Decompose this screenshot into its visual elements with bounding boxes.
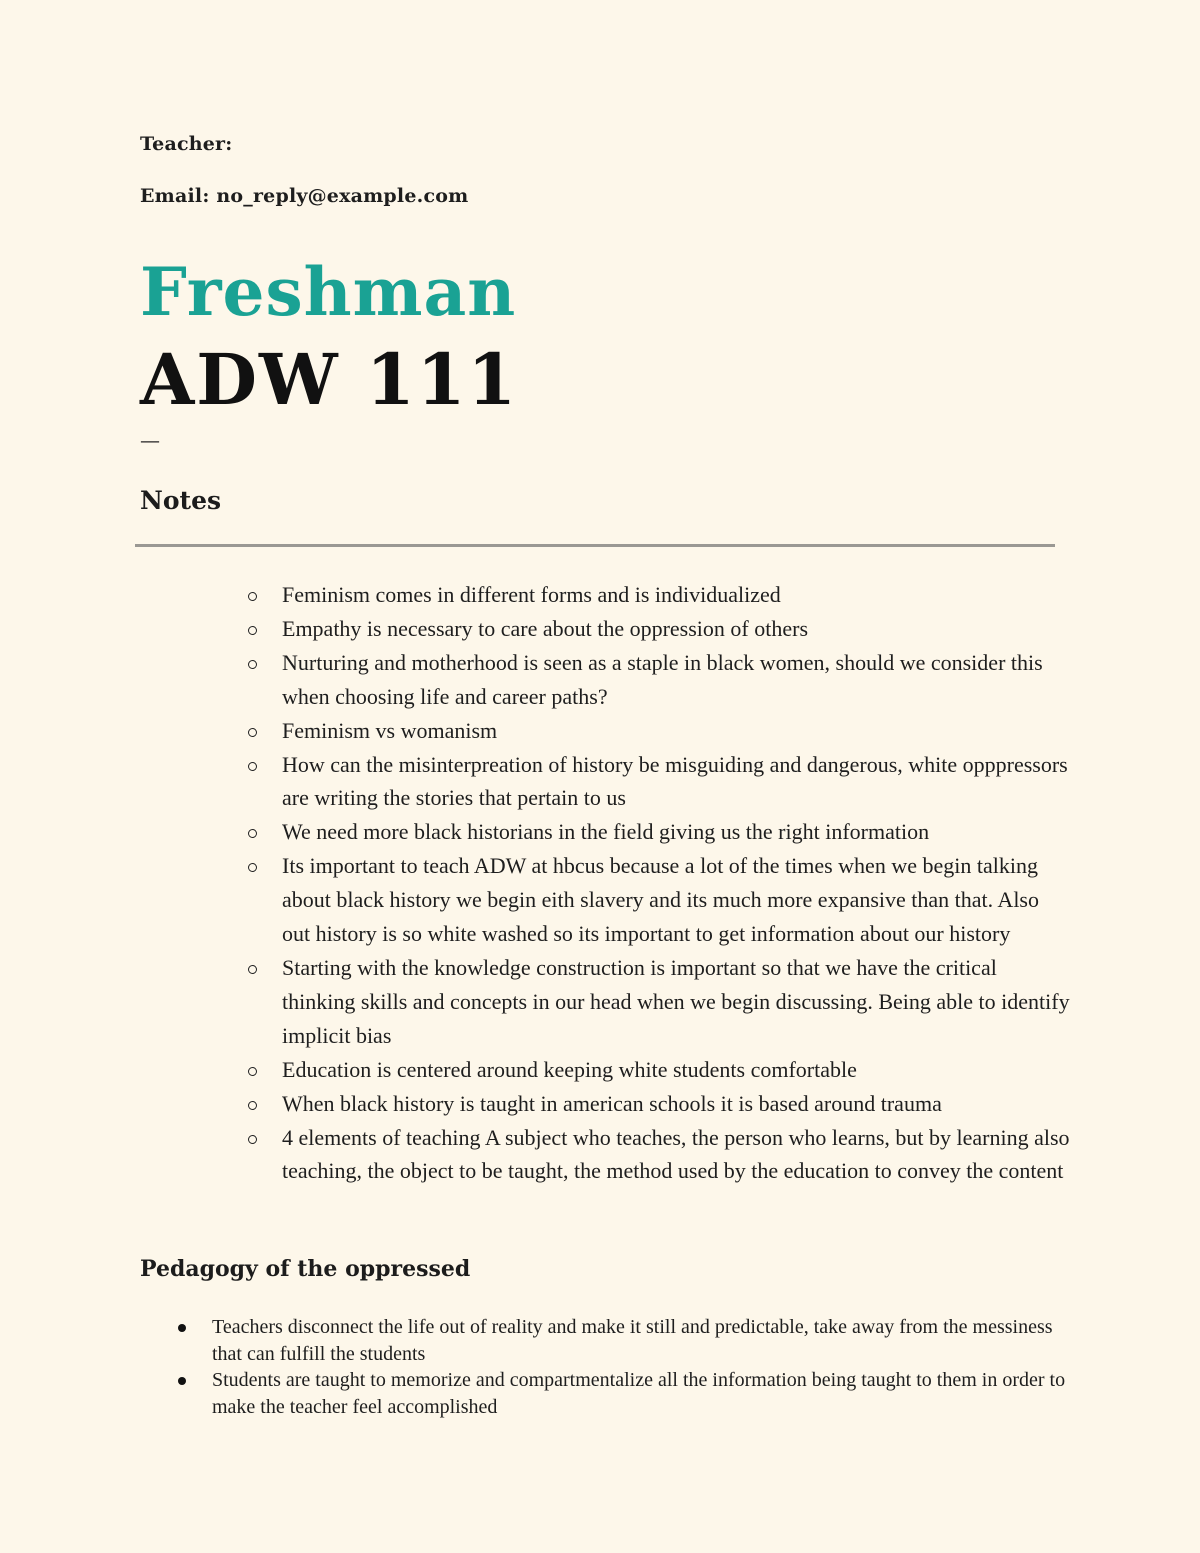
- list-item: [240, 951, 1070, 1053]
- horizontal-rule: [135, 544, 1055, 547]
- hollow-bullet-icon: [248, 863, 257, 872]
- page-title: ADW 111: [140, 338, 519, 421]
- hollow-bullet-icon: [248, 1101, 257, 1110]
- list-item: [170, 1314, 1070, 1367]
- list-item: [240, 815, 1070, 849]
- list-item-text: Nurturing and motherhood is seen as a staple in black women, should we consider this when choosing life and career paths?: [282, 649, 1043, 709]
- hollow-bullet-icon: [248, 1067, 257, 1076]
- list-item: [240, 578, 1070, 612]
- list-item: [240, 1087, 1070, 1121]
- hollow-bullet-icon: [248, 1135, 257, 1144]
- list-item-text: Empathy is necessary to care about the oppression of others: [282, 615, 809, 641]
- notes-heading: Notes: [140, 486, 222, 515]
- hollow-bullet-icon: [248, 660, 257, 669]
- list-item-text: Students are taught to memorize and compartmentalize all the information being taught to them in order to make the teacher feel accomplished: [212, 1369, 1066, 1419]
- email-value: no_reply@example.com: [216, 185, 469, 207]
- email-label: Email:: [140, 185, 210, 207]
- list-item: [240, 748, 1070, 816]
- pedagogy-list: [170, 1314, 1070, 1421]
- title-accent: Freshman: [140, 253, 517, 331]
- hollow-bullet-icon: [248, 626, 257, 635]
- hollow-bullet-icon: [248, 592, 257, 601]
- list-item: [240, 849, 1070, 951]
- list-item-text: Education is centered around keeping white students comfortable: [282, 1056, 857, 1082]
- hollow-bullet-icon: [248, 965, 257, 974]
- teacher-label: Teacher:: [140, 133, 233, 155]
- list-item: [170, 1367, 1070, 1420]
- list-item: [240, 646, 1070, 714]
- list-item-text: Feminism comes in different forms and is individualized: [282, 582, 781, 607]
- list-item: [240, 1121, 1070, 1189]
- list-item-text: We need more black historians in the field giving us the right information: [282, 819, 930, 845]
- list-item: [240, 714, 1070, 748]
- pedagogy-heading: Pedagogy of the oppressed: [140, 1256, 471, 1282]
- email-line: [140, 185, 468, 207]
- list-item-text: How can the misinterpreation of history be misguiding and dangerous, white opppressors are writing the stories that pertain to us: [282, 751, 1068, 811]
- filled-bullet-icon: [178, 1377, 186, 1385]
- list-item-text: Starting with the knowledge construction is important so that we have the critical thinking skills and concepts in our head when we begin discussing. Being able to identify implicit bias: [282, 954, 1070, 1048]
- teacher-line: [140, 133, 232, 155]
- list-item-text: 4 elements of teaching A subject who teaches, the person who learns, but by learning also teaching, the object to be taught, the method used by the education to convey the content: [282, 1124, 1070, 1184]
- list-item: [240, 1053, 1070, 1087]
- filled-bullet-icon: [178, 1324, 186, 1332]
- list-item-text: Feminism vs womanism: [282, 717, 498, 743]
- title-dash: —: [140, 428, 160, 452]
- hollow-bullet-icon: [248, 728, 257, 737]
- list-item-text: Teachers disconnect the life out of reality and make it still and predictable, take away from the messiness that can fulfill the students: [212, 1316, 1053, 1365]
- list-item-text: When black history is taught in american schools it is based around trauma: [282, 1090, 942, 1116]
- hollow-bullet-icon: [248, 762, 257, 771]
- list-item-text: Its important to teach ADW at hbcus because a lot of the times when we begin talking about black history we begin eith slavery and its much more expansive than that. Also out history is so white washed so its important to get information about our history: [282, 853, 1039, 947]
- hollow-bullet-icon: [248, 829, 257, 838]
- notes-list: [240, 578, 1070, 1188]
- list-item: [240, 612, 1070, 646]
